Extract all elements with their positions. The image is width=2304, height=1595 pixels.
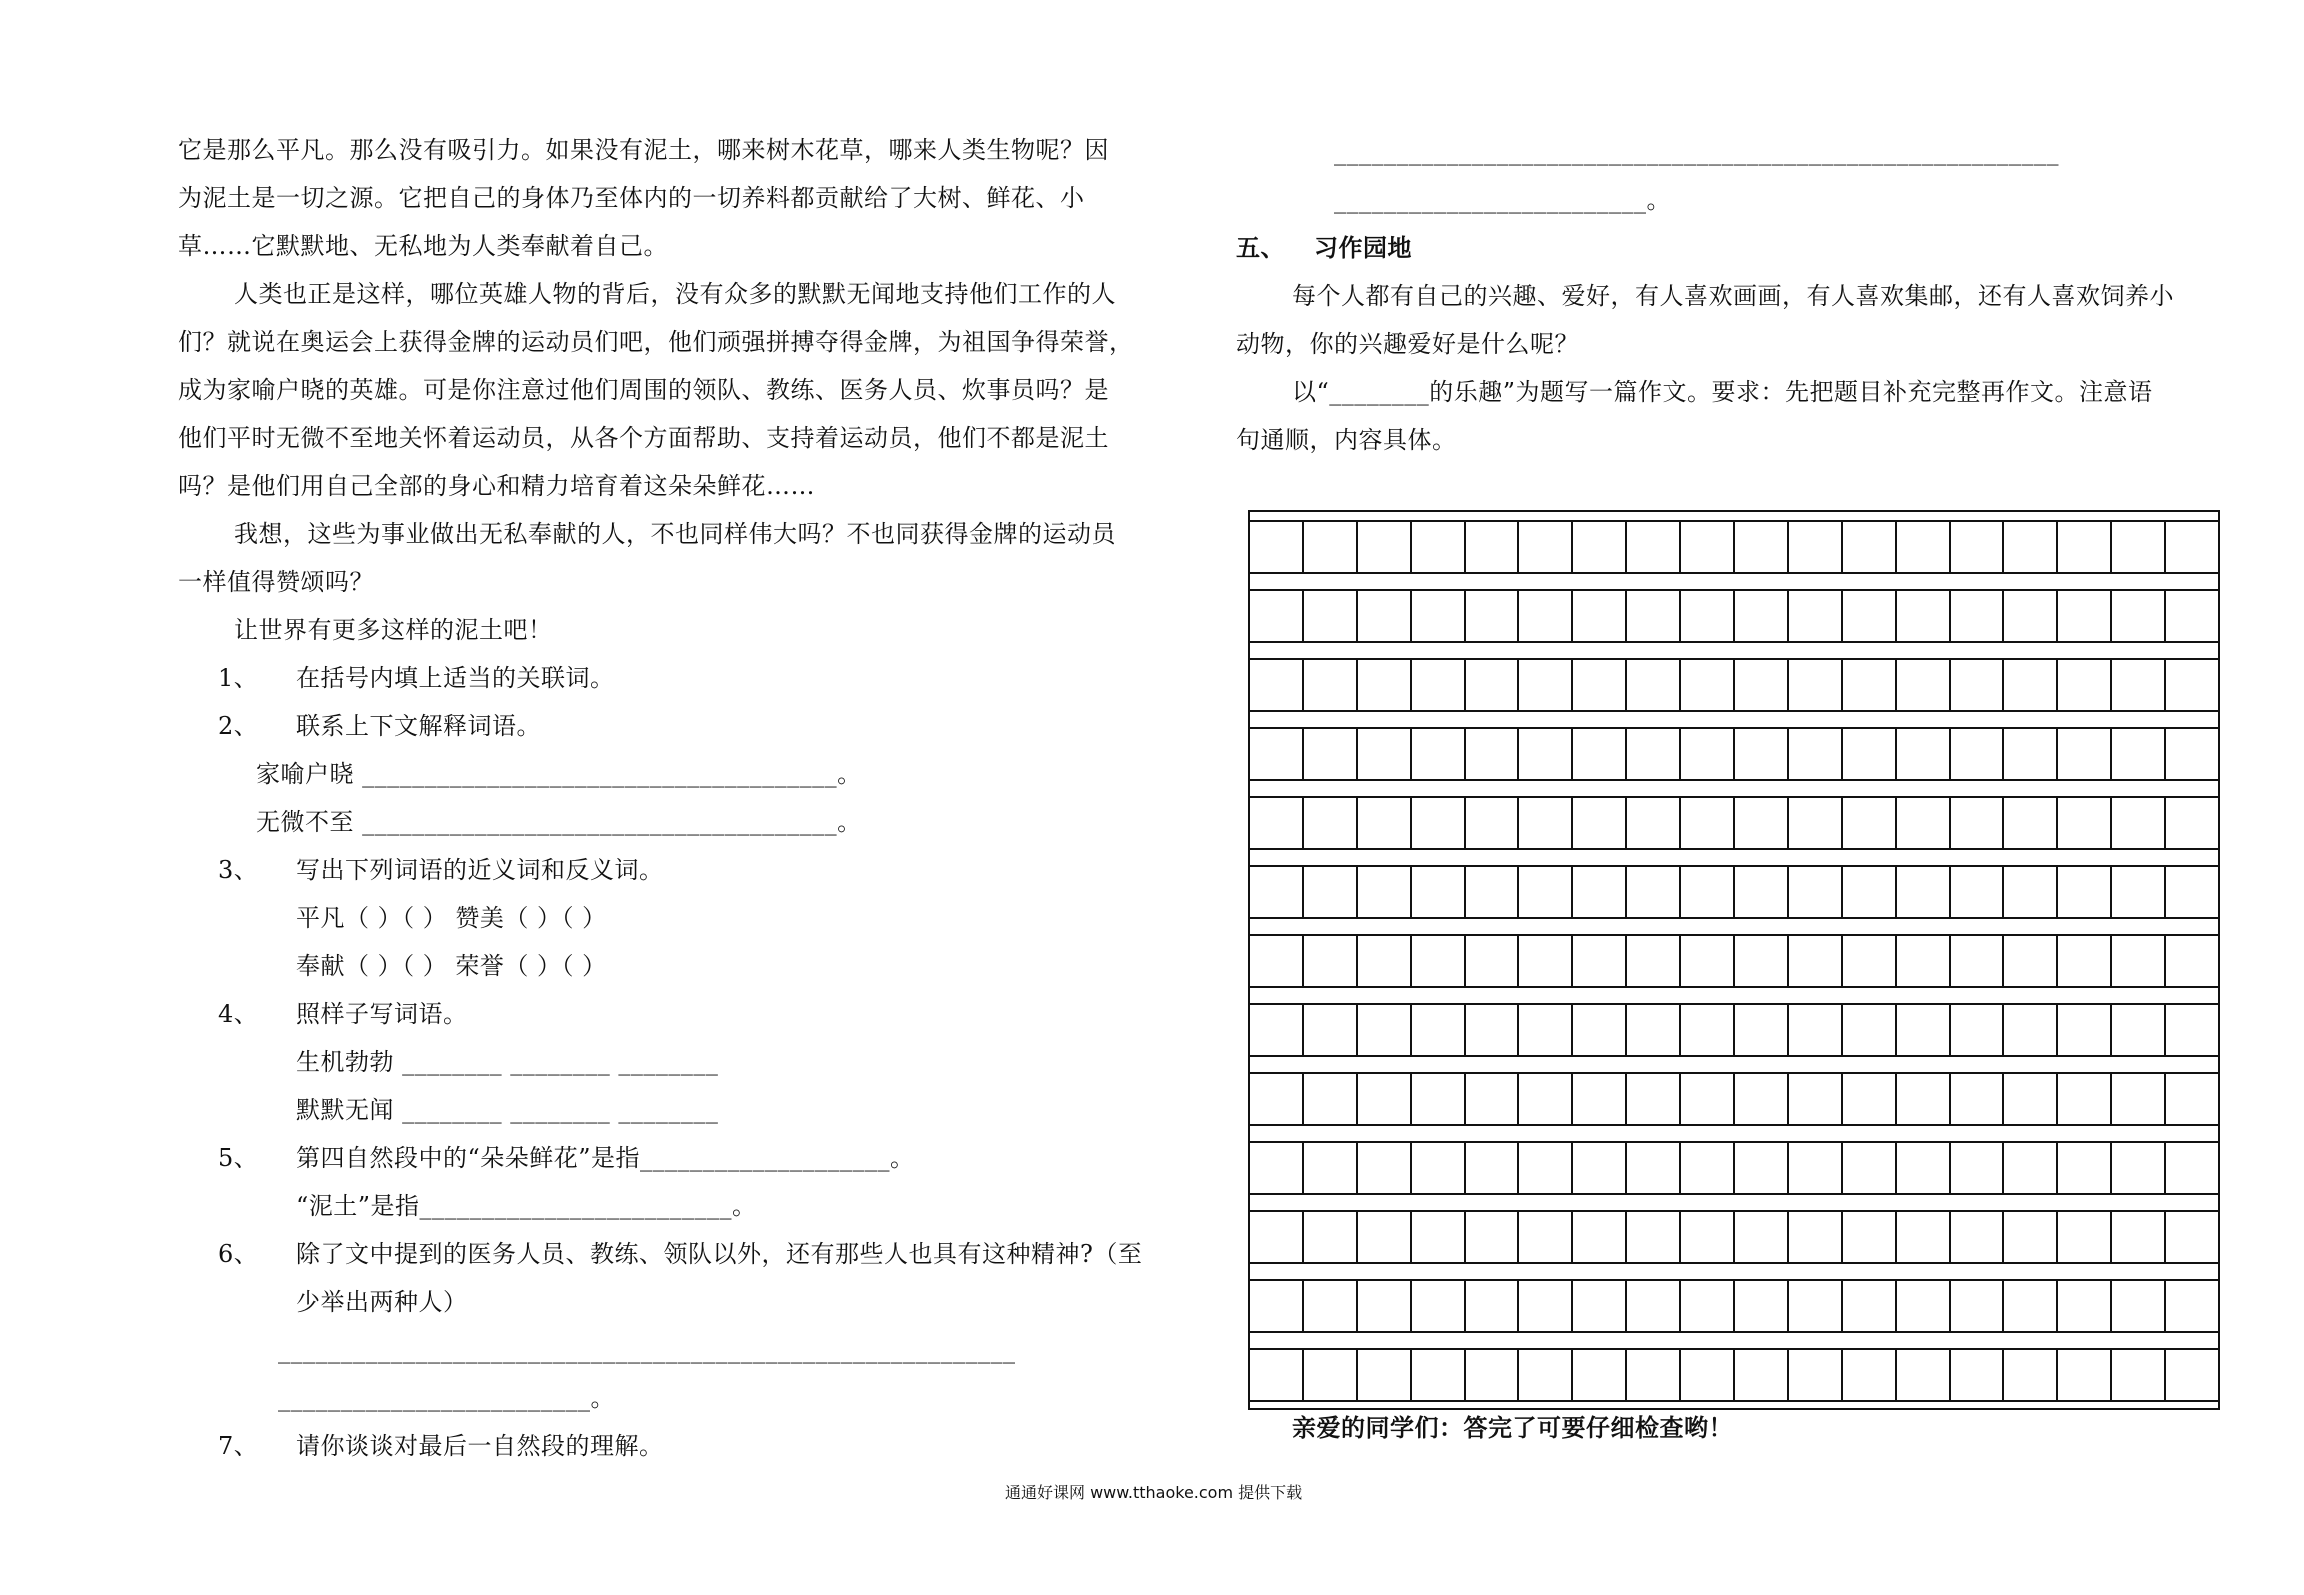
grid-cell[interactable] (1789, 658, 1843, 712)
instruction-line: 以“________的乐趣”为题写一篇作文。要求：先把题目补充完整再作文。注意语 (1292, 378, 2153, 406)
question-text: 除了文中提到的医务人员、教练、领队以外，还有那些人也具有这种精神?（至 (296, 1240, 1143, 1268)
grid-cell[interactable] (2004, 1141, 2058, 1195)
passage-line: 草……它默默地、无私地为人类奉献着自己。 (178, 232, 668, 260)
grid-cell[interactable] (1951, 1072, 2005, 1126)
grid-cell[interactable] (1304, 1279, 1358, 1333)
grid-cell[interactable] (1519, 727, 1573, 781)
answer-line: __________________________________________________________ (1334, 138, 2059, 166)
grid-cell[interactable] (1304, 1141, 1358, 1195)
grid-cell[interactable] (1843, 1072, 1897, 1126)
grid-cell[interactable] (1304, 1348, 1358, 1402)
grid-cell[interactable] (1843, 796, 1897, 850)
grid-cell[interactable] (1843, 520, 1897, 574)
grid-cell[interactable] (1250, 1003, 1304, 1057)
passage-line: 他们平时无微不至地关怀着运动员，从各个方面帮助、支持着运动员，他们不都是泥土 (178, 424, 1109, 452)
grid-cell[interactable] (1250, 727, 1304, 781)
instruction-line: 句通顺，内容具体。 (1236, 426, 1457, 454)
grid-cell[interactable] (1519, 520, 1573, 574)
grid-row (1250, 1348, 2218, 1402)
grid-cell[interactable] (1681, 1072, 1735, 1126)
grid-cell[interactable] (1573, 1003, 1627, 1057)
grid-row (1250, 1003, 2218, 1057)
grid-cell[interactable] (1466, 658, 1520, 712)
grid-cell[interactable] (1466, 589, 1520, 643)
section-title: 习作园地 (1314, 233, 1412, 262)
grid-cell[interactable] (2166, 1210, 2218, 1264)
grid-row (1250, 865, 2218, 919)
question-number: 2、 (218, 712, 259, 740)
grid-cell[interactable] (1627, 934, 1681, 988)
grid-cell[interactable] (1681, 865, 1735, 919)
grid-cell[interactable] (1735, 1003, 1789, 1057)
grid-cell[interactable] (1951, 934, 2005, 988)
closing-note: 亲爱的同学们：答完了可要仔细检查哟！ (1292, 1413, 1733, 1442)
grid-cell[interactable] (1573, 865, 1627, 919)
grid-cell[interactable] (1951, 727, 2005, 781)
grid-cell[interactable] (1250, 1348, 1304, 1402)
grid-cell[interactable] (1304, 796, 1358, 850)
question-text: 写出下列词语的近义词和反义词。 (296, 856, 664, 884)
grid-row (1250, 727, 2218, 781)
grid-row (1250, 1141, 2218, 1195)
grid-cell[interactable] (2112, 1279, 2166, 1333)
grid-cell[interactable] (1735, 727, 1789, 781)
grid-cell[interactable] (1897, 1348, 1951, 1402)
grid-cell[interactable] (1304, 1210, 1358, 1264)
grid-cell[interactable] (1304, 520, 1358, 574)
grid-cell[interactable] (2058, 1003, 2112, 1057)
grid-cell[interactable] (1466, 1348, 1520, 1402)
grid-cell[interactable] (1627, 796, 1681, 850)
grid-cell[interactable] (1681, 589, 1735, 643)
instruction-line: 每个人都有自己的兴趣、爱好，有人喜欢画画，有人喜欢集邮，还有人喜欢饲养小 (1292, 282, 2174, 310)
grid-cell[interactable] (1412, 1348, 1466, 1402)
passage-line: 让世界有更多这样的泥土吧！ (234, 616, 553, 644)
grid-cell[interactable] (1519, 1348, 1573, 1402)
grid-cell[interactable] (1897, 934, 1951, 988)
grid-cell[interactable] (1627, 520, 1681, 574)
grid-cell[interactable] (1250, 658, 1304, 712)
grid-cell[interactable] (1358, 520, 1412, 574)
grid-cell[interactable] (1735, 865, 1789, 919)
grid-cell[interactable] (2112, 658, 2166, 712)
grid-cell[interactable] (2004, 796, 2058, 850)
grid-cell[interactable] (1573, 1072, 1627, 1126)
passage-line: 吗？是他们用自己全部的身心和精力培育着这朵朵鲜花…… (178, 472, 815, 500)
grid-cell[interactable] (1412, 934, 1466, 988)
grid-cell[interactable] (1573, 1279, 1627, 1333)
grid-cell[interactable] (1304, 589, 1358, 643)
grid-cell[interactable] (1681, 658, 1735, 712)
grid-cell[interactable] (1789, 865, 1843, 919)
grid-cell[interactable] (1519, 1072, 1573, 1126)
instruction-line: 动物，你的兴趣爱好是什么呢？ (1236, 330, 1579, 358)
grid-cell[interactable] (1358, 934, 1412, 988)
grid-cell[interactable] (1627, 1072, 1681, 1126)
grid-cell[interactable] (1358, 589, 1412, 643)
question-number: 6、 (218, 1240, 259, 1268)
grid-cell[interactable] (1627, 865, 1681, 919)
grid-cell[interactable] (2004, 589, 2058, 643)
question-text: 照样子写词语。 (296, 1000, 468, 1028)
grid-cell[interactable] (1735, 1348, 1789, 1402)
grid-cell[interactable] (2058, 865, 2112, 919)
grid-cell[interactable] (2166, 796, 2218, 850)
grid-row (1250, 589, 2218, 643)
grid-cell[interactable] (2166, 1348, 2218, 1402)
grid-cell[interactable] (1897, 1210, 1951, 1264)
writing-grid[interactable] (1248, 510, 2220, 1410)
grid-cell[interactable] (2112, 1141, 2166, 1195)
grid-cell[interactable] (1358, 796, 1412, 850)
grid-cell[interactable] (1897, 727, 1951, 781)
grid-cell[interactable] (2004, 520, 2058, 574)
grid-cell[interactable] (2112, 520, 2166, 574)
grid-row (1250, 796, 2218, 850)
grid-cell[interactable] (2112, 934, 2166, 988)
grid-cell[interactable] (1358, 1210, 1412, 1264)
grid-cell[interactable] (2166, 1003, 2218, 1057)
grid-cell[interactable] (1519, 589, 1573, 643)
grid-cell[interactable] (1681, 1141, 1735, 1195)
grid-cell[interactable] (2058, 934, 2112, 988)
grid-cell[interactable] (1358, 1072, 1412, 1126)
grid-cell[interactable] (1681, 1279, 1735, 1333)
grid-cell[interactable] (1627, 589, 1681, 643)
grid-cell[interactable] (2004, 934, 2058, 988)
grid-cell[interactable] (1573, 934, 1627, 988)
grid-cell[interactable] (1412, 1141, 1466, 1195)
grid-cell[interactable] (2058, 727, 2112, 781)
grid-cell[interactable] (1519, 1210, 1573, 1264)
grid-cell[interactable] (1951, 865, 2005, 919)
grid-cell[interactable] (1951, 1348, 2005, 1402)
question-text: 联系上下文解释词语。 (296, 712, 541, 740)
grid-cell[interactable] (2166, 1141, 2218, 1195)
grid-cell[interactable] (1951, 1003, 2005, 1057)
grid-cell[interactable] (1412, 589, 1466, 643)
grid-cell[interactable] (1304, 934, 1358, 988)
passage-line: 为泥土是一切之源。它把自己的身体乃至体内的一切养料都贡献给了大树、鲜花、小 (178, 184, 1085, 212)
grid-cell[interactable] (1358, 1279, 1412, 1333)
question-number: 5、 (218, 1144, 259, 1172)
grid-cell[interactable] (1951, 1279, 2005, 1333)
grid-cell[interactable] (1735, 1210, 1789, 1264)
grid-cell[interactable] (1358, 1141, 1412, 1195)
grid-cell[interactable] (1250, 1141, 1304, 1195)
grid-cell[interactable] (1843, 1210, 1897, 1264)
grid-cell[interactable] (2166, 865, 2218, 919)
question-number: 7、 (218, 1432, 259, 1460)
grid-cell[interactable] (2004, 1279, 2058, 1333)
grid-cell[interactable] (2004, 658, 2058, 712)
grid-cell[interactable] (1843, 589, 1897, 643)
grid-cell[interactable] (1412, 1279, 1466, 1333)
grid-cell[interactable] (2058, 796, 2112, 850)
grid-cell[interactable] (1412, 1072, 1466, 1126)
grid-cell[interactable] (1466, 1141, 1520, 1195)
grid-cell[interactable] (1627, 1210, 1681, 1264)
grid-cell[interactable] (1573, 1141, 1627, 1195)
grid-cell[interactable] (1789, 1003, 1843, 1057)
grid-cell[interactable] (2058, 520, 2112, 574)
question-text: “泥土”是指_________________________。 (296, 1192, 757, 1220)
grid-cell[interactable] (1843, 1348, 1897, 1402)
grid-cell[interactable] (1627, 1348, 1681, 1402)
grid-cell[interactable] (1843, 1141, 1897, 1195)
grid-cell[interactable] (1789, 1072, 1843, 1126)
answer-line: 奉献（ ）（ ） 荣誉（ ）（ ） (296, 952, 607, 980)
grid-cell[interactable] (1250, 1072, 1304, 1126)
grid-cell[interactable] (1897, 1141, 1951, 1195)
grid-cell[interactable] (2058, 658, 2112, 712)
passage-line: 人类也正是这样，哪位英雄人物的背后，没有众多的默默无闻地支持他们工作的人 (234, 280, 1116, 308)
grid-cell[interactable] (1412, 1210, 1466, 1264)
grid-cell[interactable] (1897, 520, 1951, 574)
grid-row (1250, 658, 2218, 712)
grid-cell[interactable] (1897, 658, 1951, 712)
question-number: 3、 (218, 856, 259, 884)
grid-row (1250, 1279, 2218, 1333)
grid-cell[interactable] (2058, 1210, 2112, 1264)
passage-line: 它是那么平凡。那么没有吸引力。如果没有泥土，哪来树木花草，哪来人类生物呢？因 (178, 136, 1109, 164)
grid-cell[interactable] (1358, 1003, 1412, 1057)
grid-cell[interactable] (1250, 934, 1304, 988)
grid-cell[interactable] (1304, 1072, 1358, 1126)
grid-cell[interactable] (1681, 796, 1735, 850)
grid-cell[interactable] (2112, 1072, 2166, 1126)
grid-cell[interactable] (1627, 1003, 1681, 1057)
grid-cell[interactable] (1250, 589, 1304, 643)
grid-row (1250, 1072, 2218, 1126)
grid-cell[interactable] (1735, 520, 1789, 574)
grid-cell[interactable] (1519, 1141, 1573, 1195)
grid-cell[interactable] (1789, 727, 1843, 781)
grid-cell[interactable] (1250, 796, 1304, 850)
grid-cell[interactable] (2112, 727, 2166, 781)
grid-cell[interactable] (1573, 658, 1627, 712)
grid-cell[interactable] (2112, 796, 2166, 850)
grid-cell[interactable] (2112, 1003, 2166, 1057)
grid-cell[interactable] (1789, 1348, 1843, 1402)
grid-cell[interactable] (1627, 727, 1681, 781)
grid-cell[interactable] (1681, 1003, 1735, 1057)
grid-cell[interactable] (2004, 1348, 2058, 1402)
grid-cell[interactable] (2166, 589, 2218, 643)
grid-cell[interactable] (2058, 1141, 2112, 1195)
question-text: 在括号内填上适当的关联词。 (296, 664, 615, 692)
grid-cell[interactable] (1681, 934, 1735, 988)
answer-line: _________________________。 (1334, 186, 1671, 214)
grid-cell[interactable] (1304, 658, 1358, 712)
question-number: 4、 (218, 1000, 259, 1028)
grid-cell[interactable] (1304, 1003, 1358, 1057)
grid-cell[interactable] (1897, 796, 1951, 850)
grid-row (1250, 520, 2218, 574)
grid-cell[interactable] (1519, 865, 1573, 919)
grid-cell[interactable] (1519, 1003, 1573, 1057)
passage-line: 成为家喻户晓的英雄。可是你注意过他们周围的领队、教练、医务人员、炊事员吗？是 (178, 376, 1109, 404)
grid-cell[interactable] (1519, 796, 1573, 850)
grid-cell[interactable] (1250, 520, 1304, 574)
grid-cell[interactable] (1466, 796, 1520, 850)
grid-cell[interactable] (1250, 1210, 1304, 1264)
grid-cell[interactable] (1466, 520, 1520, 574)
grid-cell[interactable] (1358, 1348, 1412, 1402)
answer-line: _________________________。 (278, 1384, 615, 1412)
grid-cell[interactable] (1412, 727, 1466, 781)
grid-cell[interactable] (1412, 1003, 1466, 1057)
grid-cell[interactable] (1466, 727, 1520, 781)
passage-line: 一样值得赞颂吗？ (178, 568, 374, 596)
grid-cell[interactable] (2166, 934, 2218, 988)
grid-cell[interactable] (1897, 1279, 1951, 1333)
passage-line: 我想，这些为事业做出无私奉献的人，不也同样伟大吗？不也同获得金牌的运动员 (234, 520, 1116, 548)
grid-cell[interactable] (1681, 1210, 1735, 1264)
question-number: 1、 (218, 664, 259, 692)
grid-cell[interactable] (1412, 796, 1466, 850)
grid-cell[interactable] (1897, 1003, 1951, 1057)
answer-line: ___________________________________________________________ (278, 1336, 1016, 1364)
grid-cell[interactable] (1466, 1072, 1520, 1126)
grid-cell[interactable] (1789, 1141, 1843, 1195)
grid-cell[interactable] (1951, 1141, 2005, 1195)
passage-line: 们？就说在奥运会上获得金牌的运动员们吧，他们顽强拼搏夺得金牌，为祖国争得荣誉， (178, 328, 1134, 356)
answer-line: 生机勃勃 ________ ________ ________ (296, 1048, 719, 1076)
grid-cell[interactable] (1519, 1279, 1573, 1333)
grid-cell[interactable] (1573, 727, 1627, 781)
grid-cell[interactable] (1627, 1279, 1681, 1333)
grid-cell[interactable] (1843, 1279, 1897, 1333)
footer-credit: 通通好课网 www.tthaoke.com 提供下载 (1005, 1483, 1303, 1502)
grid-cell[interactable] (1573, 796, 1627, 850)
grid-cell[interactable] (2004, 1003, 2058, 1057)
grid-cell[interactable] (1627, 658, 1681, 712)
grid-cell[interactable] (1951, 1210, 2005, 1264)
grid-cell[interactable] (1573, 520, 1627, 574)
grid-cell[interactable] (1789, 520, 1843, 574)
grid-cell[interactable] (1681, 1348, 1735, 1402)
grid-cell[interactable] (1358, 865, 1412, 919)
grid-cell[interactable] (1789, 934, 1843, 988)
grid-cell[interactable] (1735, 796, 1789, 850)
answer-line: 无微不至 ______________________________________。 (256, 808, 862, 836)
grid-cell[interactable] (1519, 658, 1573, 712)
grid-cell[interactable] (2004, 865, 2058, 919)
question-text: 请你谈谈对最后一自然段的理解。 (296, 1432, 664, 1460)
grid-cell[interactable] (1412, 865, 1466, 919)
grid-cell[interactable] (2112, 589, 2166, 643)
grid-cell[interactable] (1897, 1072, 1951, 1126)
grid-cell[interactable] (1250, 1279, 1304, 1333)
grid-cell[interactable] (2058, 1279, 2112, 1333)
grid-cell[interactable] (1681, 520, 1735, 574)
grid-cell[interactable] (1735, 1141, 1789, 1195)
grid-cell[interactable] (2166, 1279, 2218, 1333)
answer-line: 平凡（ ）（ ） 赞美（ ）（ ） (296, 904, 607, 932)
grid-cell[interactable] (1843, 865, 1897, 919)
grid-cell[interactable] (1466, 1003, 1520, 1057)
grid-cell[interactable] (1573, 1210, 1627, 1264)
grid-cell[interactable] (1412, 658, 1466, 712)
grid-cell[interactable] (1789, 1279, 1843, 1333)
grid-row (1250, 934, 2218, 988)
grid-cell[interactable] (1789, 1210, 1843, 1264)
grid-cell[interactable] (1627, 1141, 1681, 1195)
grid-cell[interactable] (1681, 727, 1735, 781)
grid-cell[interactable] (1358, 727, 1412, 781)
grid-cell[interactable] (2112, 1348, 2166, 1402)
grid-cell[interactable] (1951, 796, 2005, 850)
grid-cell[interactable] (1843, 727, 1897, 781)
grid-cell[interactable] (1843, 658, 1897, 712)
grid-cell[interactable] (1735, 1072, 1789, 1126)
grid-cell[interactable] (1573, 589, 1627, 643)
grid-cell[interactable] (1412, 520, 1466, 574)
grid-cell[interactable] (2058, 1072, 2112, 1126)
grid-cell[interactable] (1466, 865, 1520, 919)
grid-cell[interactable] (2166, 1072, 2218, 1126)
grid-cell[interactable] (2058, 1348, 2112, 1402)
grid-cell[interactable] (1519, 934, 1573, 988)
grid-cell[interactable] (2004, 1072, 2058, 1126)
question-text: 少举出两种人） (296, 1288, 468, 1316)
grid-cell[interactable] (1897, 589, 1951, 643)
answer-line: 默默无闻 ________ ________ ________ (296, 1096, 719, 1124)
grid-cell[interactable] (2166, 658, 2218, 712)
grid-cell[interactable] (1466, 1279, 1520, 1333)
grid-cell[interactable] (1573, 1348, 1627, 1402)
question-text: 第四自然段中的“朵朵鲜花”是指____________________。 (296, 1144, 915, 1172)
grid-cell[interactable] (2112, 865, 2166, 919)
grid-cell[interactable] (1951, 520, 2005, 574)
grid-cell[interactable] (1789, 589, 1843, 643)
grid-cell[interactable] (1951, 589, 2005, 643)
grid-cell[interactable] (1358, 658, 1412, 712)
grid-cell[interactable] (2004, 727, 2058, 781)
grid-cell[interactable] (1735, 589, 1789, 643)
grid-cell[interactable] (1843, 1003, 1897, 1057)
grid-cell[interactable] (2112, 1210, 2166, 1264)
grid-cell[interactable] (1466, 934, 1520, 988)
grid-cell[interactable] (2004, 1210, 2058, 1264)
grid-cell[interactable] (1897, 865, 1951, 919)
grid-cell[interactable] (1304, 865, 1358, 919)
grid-cell[interactable] (2058, 589, 2112, 643)
grid-cell[interactable] (1951, 658, 2005, 712)
grid-cell[interactable] (2166, 520, 2218, 574)
grid-cell[interactable] (1735, 1279, 1789, 1333)
section-number: 五、 (1236, 233, 1285, 262)
grid-row (1250, 1210, 2218, 1264)
grid-cell[interactable] (1789, 796, 1843, 850)
grid-cell[interactable] (1466, 1210, 1520, 1264)
grid-cell[interactable] (1735, 658, 1789, 712)
grid-cell[interactable] (1250, 865, 1304, 919)
grid-cell[interactable] (1735, 934, 1789, 988)
grid-cell[interactable] (2166, 727, 2218, 781)
answer-line: 家喻户晓 ______________________________________。 (256, 760, 862, 788)
grid-cell[interactable] (1304, 727, 1358, 781)
grid-cell[interactable] (1843, 934, 1897, 988)
